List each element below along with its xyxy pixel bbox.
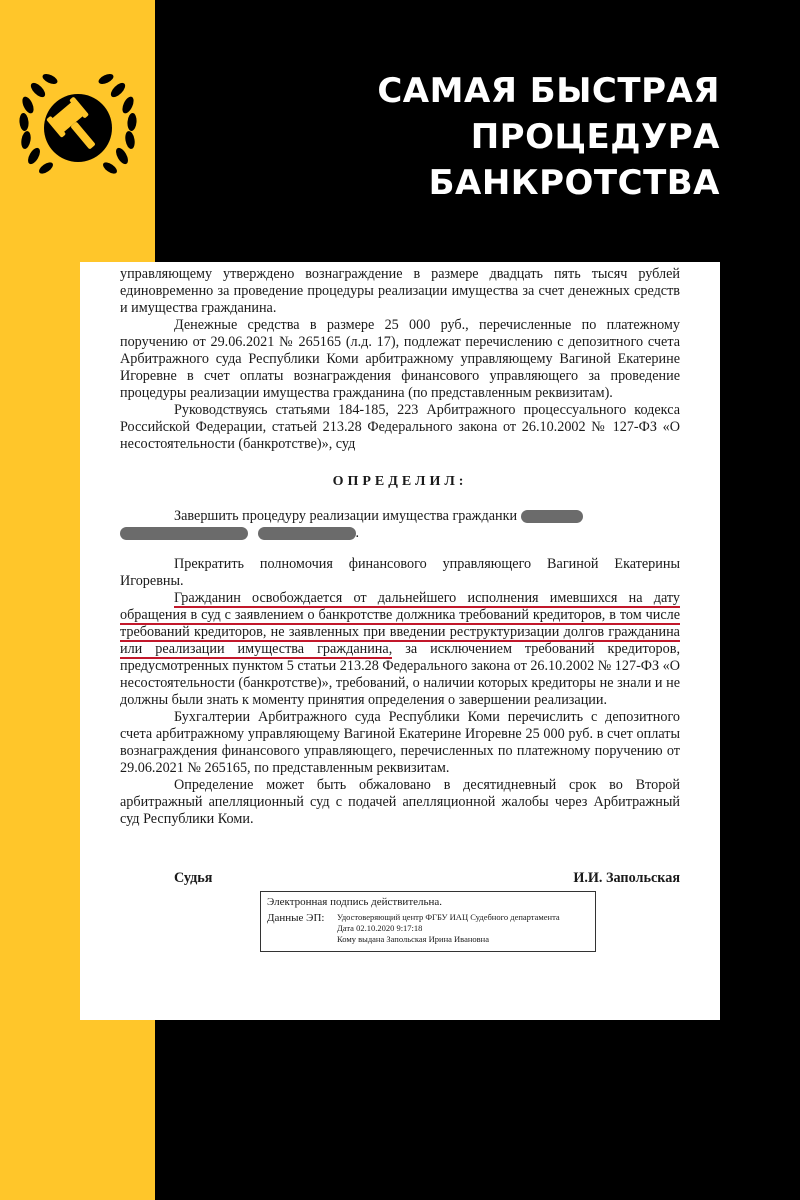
doc-paragraph-4-text: Завершить процедуру реализации имущества гражданки	[174, 508, 518, 524]
ruling-heading: ОПРЕДЕЛИЛ:	[332, 474, 468, 489]
court-document	[80, 262, 720, 1020]
e-signature-values	[337, 912, 560, 945]
e-signature-details	[267, 912, 587, 945]
e-signature-title: Электронная подпись действительна.	[267, 896, 443, 908]
e-signature-line-2: Дата 02.10.2020 9:17:18	[337, 923, 423, 933]
judge-name: И.И. Запольская	[573, 870, 680, 886]
headline-line-3: БАНКРОТСТВА	[428, 163, 720, 203]
doc-paragraph-7: Бухгалтерии Арбитражного суда Республики Коми перечислить с депозитного счета арбитражному управляющему Вагиной Екатерине Игоревне 25 000 руб. в счет оплаты вознаграждения финансового управляющего, перечисленных по платежному поручению от 29.06.2021 № 265165, по представленным реквизитам.	[120, 709, 680, 776]
judge-label: Судья	[174, 870, 213, 886]
e-signature-line-3: Кому выдана Запольская Ирина Ивановна	[337, 934, 489, 944]
doc-paragraph-3: Руководствуясь статьями 184-185, 223 Арбитражного процессуального кодекса Российской Федерации, статьей 213.28 Федерального закона от 26.10.2002 № 127-ФЗ «О несостоятельности (банкротстве)», суд	[120, 402, 680, 452]
doc-paragraph-4: Завершить процедуру реализации имущества гражданки .	[120, 508, 680, 542]
doc-paragraph-2: Денежные средства в размере 25 000 руб., перечисленные по платежному поручению от 29.06.2021 № 265165 (л.д. 17), подлежат перечислению с депозитного счета Арбитражного суда Республики Коми арбитражному управляющему Вагиной Екатерине Игоревне в счет оплаты вознаграждения финансового управляющего за проведение процедуры реализации имущества гражданина (по представленным реквизитам).	[120, 317, 680, 401]
doc-paragraph-6-rest: за исключением требований кредиторов, предусмотренных пунктом 5 статьи 213.28 Федерального закона от 26.10.2002 № 127-ФЗ «О несостоятельности (банкротстве)», требований, о наличии которых кредиторы не знали и не должны были знать к моменту принятия определения о завершении реализации.	[120, 641, 681, 708]
headline-line-2: ПРОЦЕДУРА	[470, 117, 720, 157]
page-headline	[200, 68, 720, 206]
e-signature-label: Данные ЭП:	[267, 912, 325, 924]
e-signature-line-1: Удостоверяющий центр ФГБУ ИАЦ Судебного департамента	[337, 912, 560, 922]
doc-paragraph-6	[120, 590, 680, 709]
signature-row	[120, 870, 680, 887]
gavel-laurel-logo-icon	[12, 60, 144, 192]
redacted-name	[521, 510, 583, 523]
highlighted-text: Гражданин освобождается от дальнейшего исполнения имевшихся на дату обращения в суд с заявлением о банкротстве должника требований кредиторов, в том числе требований кредиторов, не заявленных при введении реструктуризации долгов гражданина или реализации имущества гражданина,	[120, 590, 680, 657]
redacted-name	[258, 527, 356, 540]
doc-paragraph-1: управляющему утверждено вознаграждение в размере двадцать пять тысяч рублей единовременно за проведение процедуры реализации имущества за счет денежных средств и имущества гражданина.	[120, 266, 680, 316]
redacted-name	[120, 527, 248, 540]
e-signature-box	[260, 891, 596, 952]
doc-paragraph-8: Определение может быть обжаловано в десятидневный срок во Второй арбитражный апелляционный суд с подачей апелляционной жалобы через Арбитражный суд Республики Коми.	[120, 777, 680, 827]
doc-paragraph-5: Прекратить полномочия финансового управляющего Вагиной Екатерины Игоревны.	[120, 556, 680, 589]
headline-line-1: САМАЯ БЫСТРАЯ	[377, 71, 720, 111]
